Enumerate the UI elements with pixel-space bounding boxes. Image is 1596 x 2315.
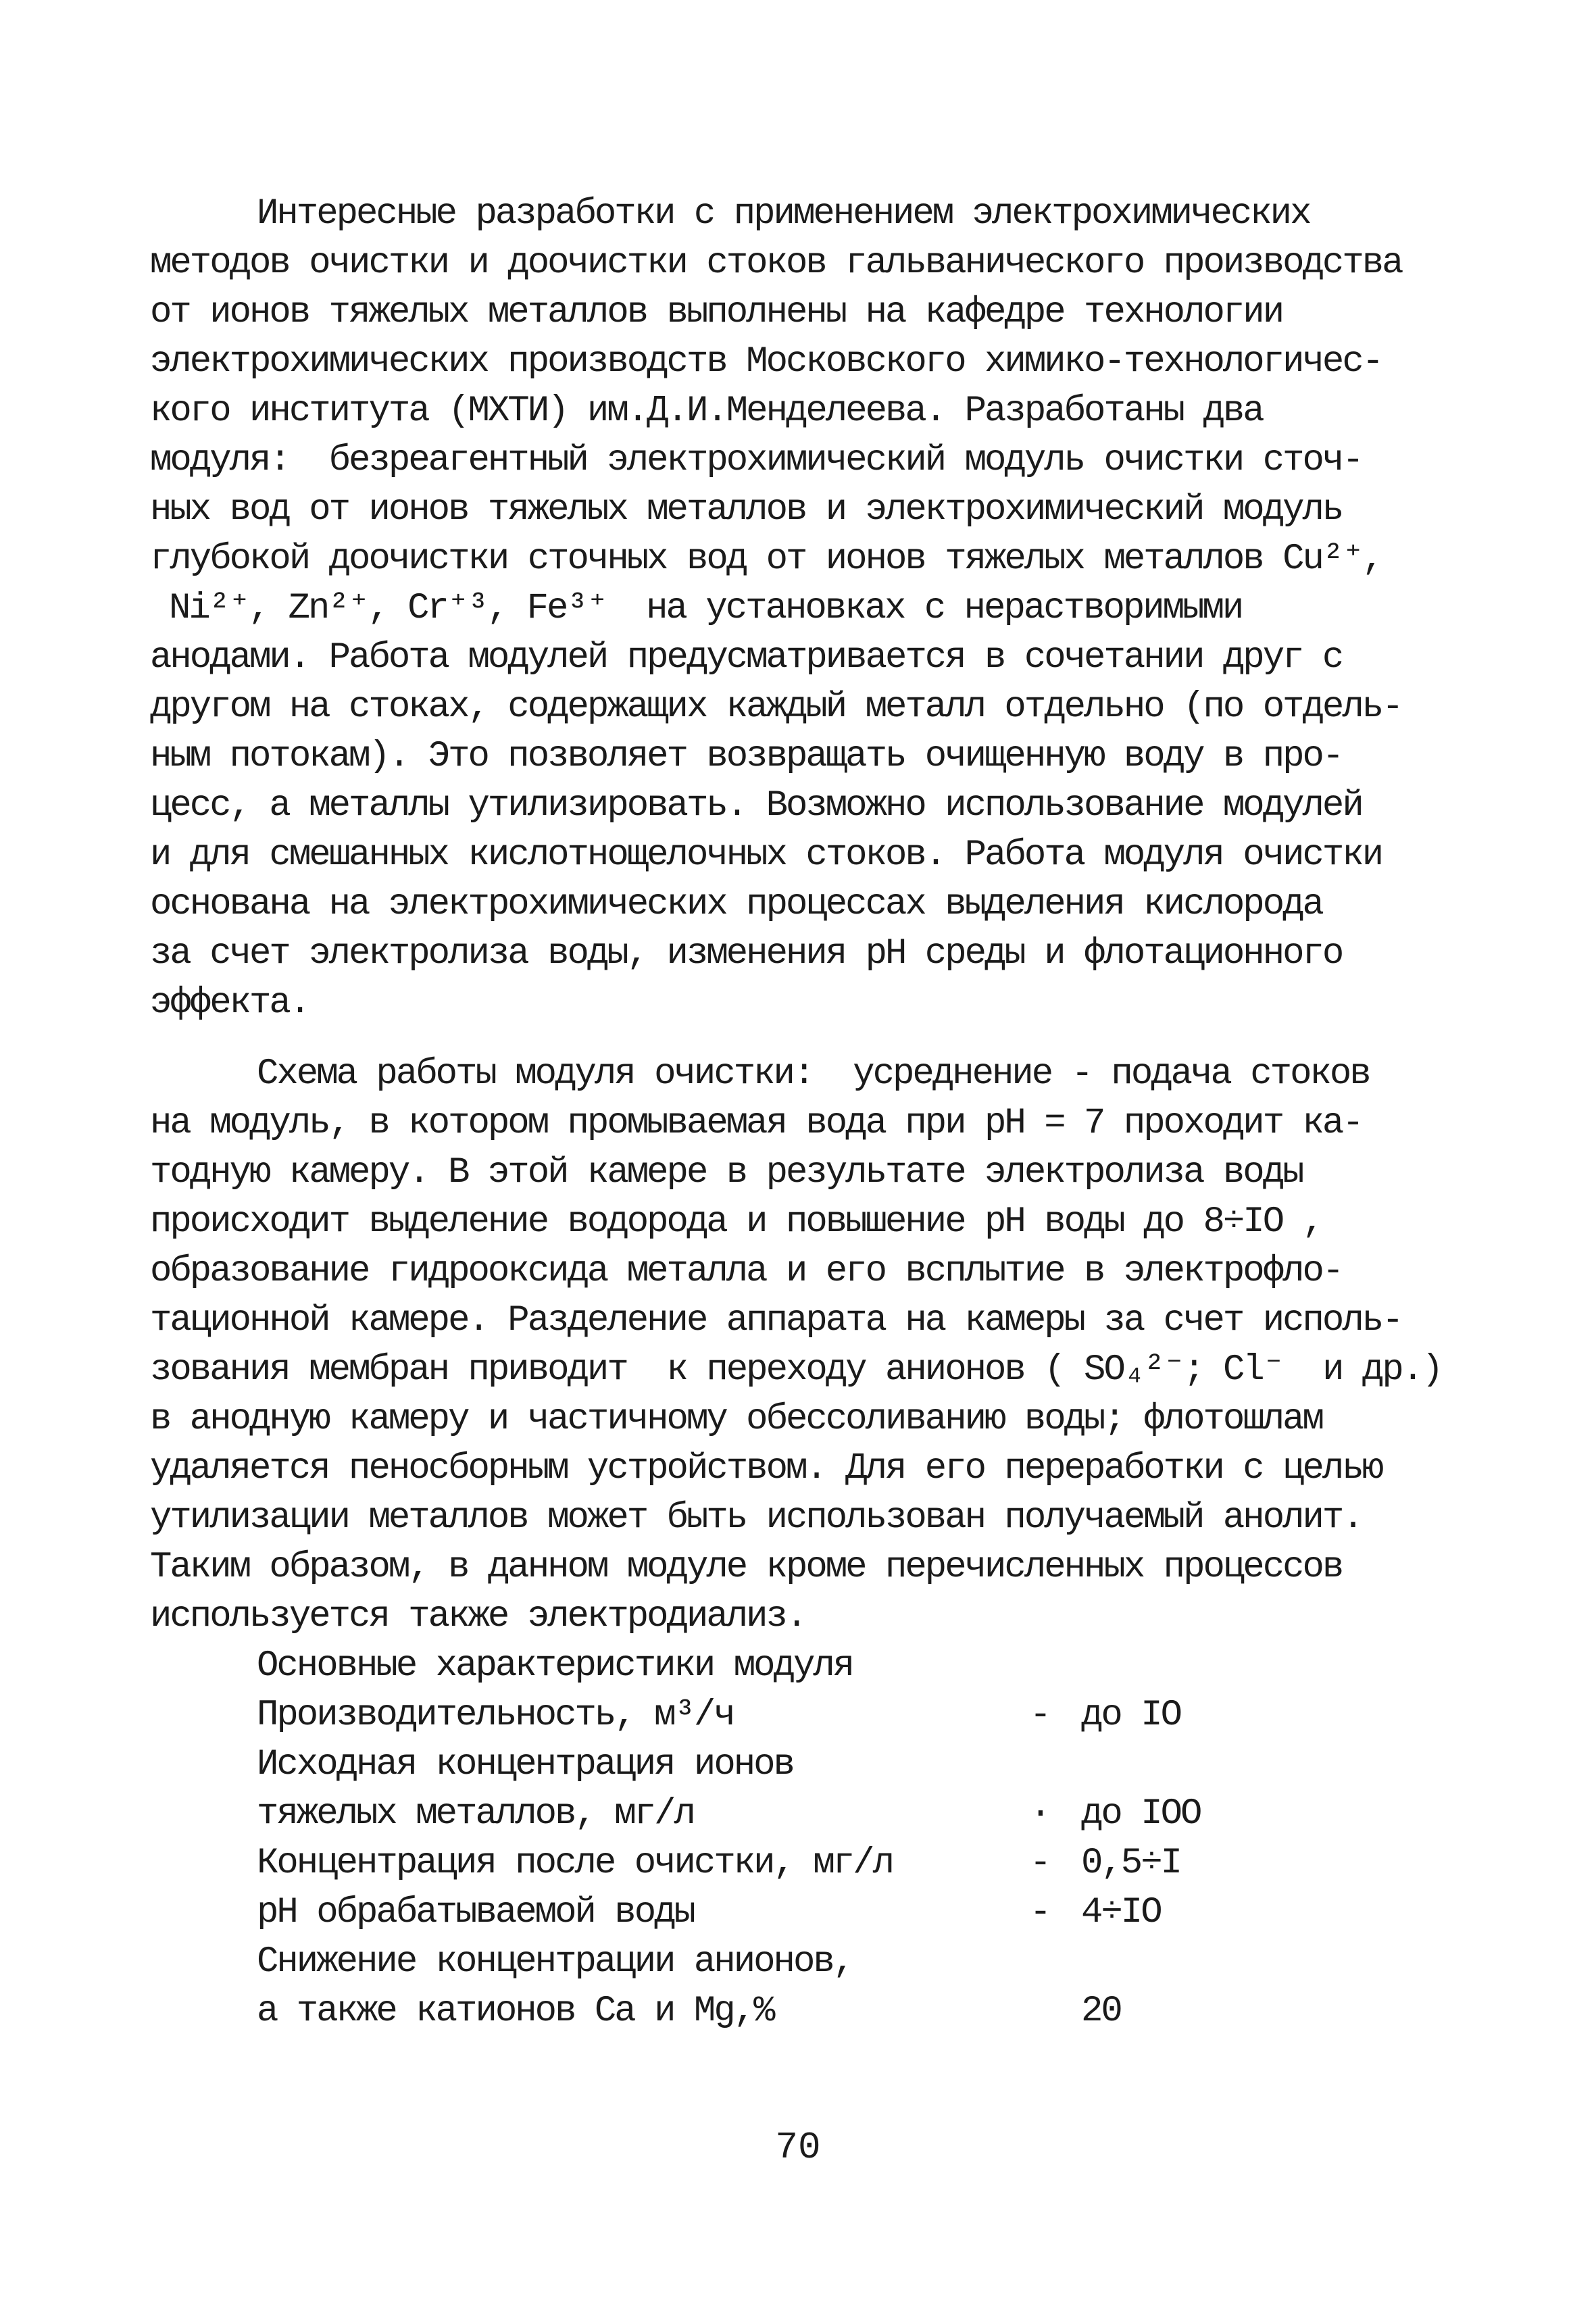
spec-value: 0,5÷I	[1081, 1843, 1181, 1884]
text-line: электрохимических производств Московского химико-технологичес-	[150, 341, 1382, 382]
text-line: ных вод от ионов тяжелых металлов и электрохимический модуль	[150, 489, 1343, 530]
spec-label: а также катионов Ca и Mg,%	[257, 1991, 774, 2032]
spec-value: до IOO	[1081, 1793, 1201, 1835]
spec-label: Снижение концентрации анионов,	[257, 1941, 853, 1983]
text-line: образование гидрооксида металла и его всплытие в электрофло-	[150, 1251, 1343, 1292]
spec-label: Производительность, м³/ч	[257, 1695, 734, 1736]
text-line: и для смешанных кислотнощелочных стоков. Работа модуля очистки	[150, 835, 1382, 876]
text-line: методов очистки и доочистки стоков гальванического производства	[150, 243, 1402, 284]
text-line: Ni²⁺, Zn²⁺, Cr⁺³, Fe³⁺ на установках с нерастворимыми	[169, 588, 1243, 629]
text-line: за счет электролиза воды, изменения pH среды и флотационного	[150, 933, 1343, 974]
text-line: удаляется пеносборным устройством. Для его переработки с целью	[150, 1448, 1382, 1489]
text-line: тодную камеру. В этой камере в результате электролиза воды	[150, 1152, 1303, 1193]
text-line: модуля: безреагентный электрохимический модуль очистки сточ-	[150, 440, 1362, 481]
spec-value: 20	[1081, 1991, 1121, 2032]
spec-dash: -	[1029, 1843, 1052, 1884]
spec-dash: ·	[1029, 1793, 1052, 1835]
text-line: используется также электродиализ.	[150, 1596, 806, 1637]
page-number: 70	[775, 2126, 821, 2169]
spec-label: Концентрация после очистки, мг/л	[257, 1843, 893, 1884]
text-line: ным потокам). Это позволяет возвращать очищенную воду в про-	[150, 736, 1343, 777]
spec-value: 4÷IO	[1081, 1892, 1161, 1933]
text-line: Схема работы модуля очистки: усреднение - подача стоков	[257, 1053, 1370, 1095]
spec-value: до IO	[1081, 1695, 1181, 1736]
text-line: зования мембран приводит к переходу анионов ( SO₄²⁻; Cl⁻ и др.)	[150, 1349, 1442, 1391]
text-line: тационной камере. Разделение аппарата на камеры за счет исполь-	[150, 1300, 1402, 1341]
spec-label: Исходная концентрация ионов	[257, 1744, 793, 1785]
text-line: в анодную камеру и частичному обессоливанию воды; флотошлам	[150, 1399, 1322, 1440]
text-line: Интересные разработки с применением электрохимических	[257, 193, 1310, 234]
spec-dash: -	[1029, 1892, 1052, 1933]
text-line: происходит выделение водорода и повышение pH воды до 8÷IO ,	[150, 1201, 1322, 1243]
characteristics-heading: Основные характеристики модуля	[257, 1645, 853, 1687]
text-line: кого института (МХТИ) им.Д.И.Менделеева. Разработаны два	[150, 391, 1263, 432]
text-line: цесс, а металлы утилизировать. Возможно использование модулей	[150, 785, 1362, 826]
spec-label: pH обрабатываемой воды	[257, 1892, 694, 1933]
text-line: Таким образом, в данном модуле кроме перечисленных процессов	[150, 1547, 1343, 1588]
text-line: утилизации металлов может быть использован получаемый анолит.	[150, 1497, 1362, 1539]
text-line: другом на стоках, содержащих каждый металл отдельно (по отдель-	[150, 687, 1402, 728]
text-line: анодами. Работа модулей предусматривается в сочетании друг с	[150, 637, 1343, 678]
text-line: глубокой доочистки сточных вод от ионов тяжелых металлов Cu²⁺,	[150, 539, 1382, 580]
text-line: эффекта.	[150, 982, 309, 1024]
text-line: основана на электрохимических процессах выделения кислорода	[150, 884, 1322, 925]
spec-label: тяжелых металлов, мг/л	[257, 1793, 694, 1835]
text-line: от ионов тяжелых металлов выполнены на кафедре технологии	[150, 292, 1283, 333]
spec-dash: -	[1029, 1695, 1052, 1736]
text-line: на модуль, в котором промываемая вода при pH = 7 проходит ка-	[150, 1103, 1362, 1144]
